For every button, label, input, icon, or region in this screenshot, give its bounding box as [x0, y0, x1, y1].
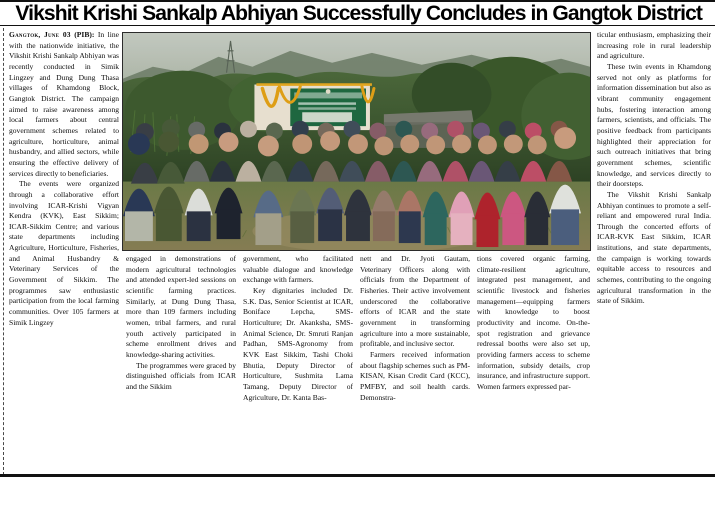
lead-paragraph — [9, 30, 119, 179]
paragraph: Key dignitaries included Dr. S.K. Das, Senior Scientist at ICAR, Boniface Lepcha, SMS-Horticulture; Dr. Akanksha, SMS-Animal Science, Dr. Smruti Ranjan Padhan, SMS-Agronomy from KVK East Sikkim, Tashi Choki Bhutia, Deputy Director of Horticulture, Sushmita Lama Tamang, Deputy Director of Agriculture, Dr. Kanta Bas- — [243, 285, 353, 402]
article-column-1 — [9, 30, 119, 475]
paragraph: government, who facilitated valuable dialogue and knowledge exchange with farmers. — [243, 254, 353, 285]
paragraph: ticular enthusiasm, emphasizing their increasing role in rural leadership and agriculture. — [597, 30, 711, 61]
dateline-date: June 03 — [44, 30, 71, 39]
article-column-4 — [360, 254, 470, 505]
article-body — [9, 30, 711, 475]
paragraph: The events were organized through a collaborative effort involving ICAR-Krishi Vigyan Kendra (KVK), East Sikkim; ICAR-Sikkim Centre; and various state departments including Agriculture, Horticulture, Fisheries, and Animal Husbandry & Veterinary Services of the Government of Sikkim. The programmes saw enthusiastic participation from the local farming communities. Over 105 farmers at Simik Lingzey — [9, 179, 119, 327]
left-margin-dotted-rule — [3, 28, 5, 475]
paragraph-text: In line with the nationwide initiative, the Vikshit Krishi Sankalp Abhiyan was recently conducted in Simik Lingzey and Dung Dung Thasa villages of Khamdong Block, Gangtok District. The campaign aimed to raise awareness among local farmers about central government schemes related to agriculture, horticulture, animal husbandry, and allied sectors, while ensuring the effective delivery of services directly to beneficiaries. — [9, 30, 119, 178]
paragraph: The programmes were graced by distinguished officials from ICAR and the Sikkim — [126, 360, 236, 391]
article-column-3 — [243, 254, 353, 505]
paragraph: tions covered organic farming, climate-resilient agriculture, integrated pest management, and scientific livestock and fisheries management—equipping farmers with knowledge to boost productivity and income. On-the-spot registration and grievance redressal booths were also set up, providing farmers access to scheme information, subsidy details, crop insurance, and infrastructure support. Women farmers expressed par- — [477, 254, 590, 391]
headline-band — [0, 2, 715, 26]
source-credit: (PIB): — [74, 30, 95, 39]
article-column-2 — [126, 254, 236, 505]
article-column-5 — [477, 254, 590, 505]
page-title: Vikshit Krishi Sankalp Abhiyan Successfully Concludes in Gangtok District — [15, 2, 703, 25]
paragraph: engaged in demonstrations of modern agricultural technologies and attended expert-led sessions on scientific farming practices. Similarly, at Dung Dung Thasa, more than 109 farmers including women, tribal farmers, and rural youth actively participated in scheme enrollment drives and knowledge-sharing activities. — [126, 254, 236, 359]
dateline: Gangtok, — [9, 30, 41, 39]
paragraph: nett and Dr. Jyoti Gautam, Veterinary Officers along with officials from the Department of Fisheries. Their active involvement underscored the collaborative efforts of ICAR and the state government in transforming agriculture into a more sustainable, profitable, and inclusive sector. — [360, 254, 470, 349]
paragraph: These twin events in Khamdong served not only as platforms for information dissemination but also as vibrant community engagement hubs, fostering interaction among farmers, scientists, and officials. The positive feedback from participants highlighted their appreciation for such outreach initiatives that bring government schemes, scientific knowledge, and services directly to their doorsteps. — [597, 61, 711, 189]
paragraph: Farmers received information about flagship schemes such as PM-KISAN, Kisan Credit Card (KCC), PMFBY, and soil health cards. Demonstra- — [360, 349, 470, 402]
paragraph: The Vikshit Krishi Sankalp Abhiyan continues to promote a self-reliant and empowered rural India. Through the concerted efforts of ICAR-KVK East Sikkim, ICAR institutions, and state departments, the campaign is working towards equitable access to resources and schemes, contributing to the ongoing agricultural transformation in the state of Sikkim. — [597, 189, 711, 306]
article-column-6 — [597, 30, 711, 475]
